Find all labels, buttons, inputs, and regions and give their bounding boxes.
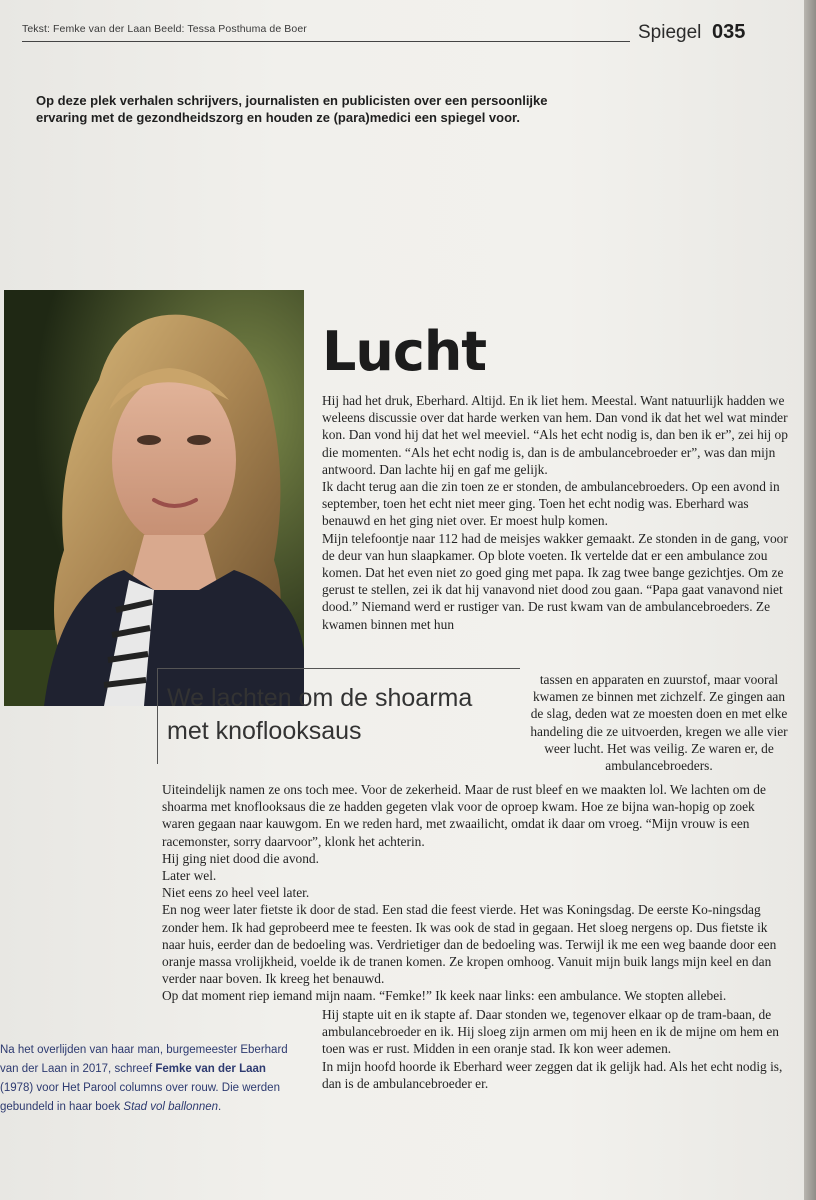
header-credits: Tekst: Femke van der Laan Beeld: Tessa Posthuma de Boer [22, 23, 307, 35]
paragraph: En nog weer later fietste ik door de stad. Een stad die feest vierde. Het was Koningsdag. De eerste Ko-ningsdag zonder hem. Ik had geprobeerd mee te feesten. Ik was ook de stad in gegaan. Het sloeg nergens op. Dus fietste ik naar huis, eerder dan de bedoeling was. Verdrietiger dan de bedoeling was. Terwijl ik me een weg baande door een oranje massa vrolijkheid, voelde ik de tranen komen. Ze kropen omhoog. Vanuit mijn buik langs mijn keel en dan verder naar boven. Ik kreeg het benauwd. [162, 902, 777, 987]
paragraph: tassen en apparaten en zuurstof, maar vooral kwamen ze binnen met zichzelf. Ze gingen aan de slag, deden wat ze moesten doen en met elke handeling die ze uitvoerden, kregen we alle vier weer lucht. Het was veilig. Ze waren er, de ambulancebroeders. [530, 672, 788, 774]
pullquote-rule-horizontal [157, 668, 520, 669]
author-bio [0, 1041, 300, 1117]
header-rule [22, 41, 630, 42]
intro-text: Op deze plek verhalen schrijvers, journalisten en publicisten over een persoonlijke ervaring met de gezondheidszorg en houden ze (para)medici een spiegel voor. [36, 93, 548, 125]
article-column-3 [162, 781, 790, 1005]
bio-text: . [218, 1101, 222, 1113]
paragraph: Op dat moment riep iemand mijn naam. “Femke!” Ik keek naar links: een ambulance. We stopten allebei. [162, 988, 727, 1004]
article-column-4 [322, 1006, 790, 1092]
portrait-illustration [4, 290, 304, 706]
page-number: 035 [712, 21, 746, 43]
article-title: Lucht [322, 320, 487, 383]
paragraph: In mijn hoofd hoorde ik Eberhard weer zeggen dat ik gelijk had. Als het echt nodig is, dan is de ambulancebroeder er. [322, 1058, 783, 1091]
article-column-2 [528, 671, 790, 774]
paragraph: Mijn telefoontje naar 112 had de meisjes wakker gemaakt. Ze stonden in de gang, voor de deur van hun slaapkamer. Op blote voeten. Ik vertelde dat er een ambulance zou komen. Dat het even niet zo goed ging met papa. Ik zag twee bange gezichtjes. Om ze gerust te stellen, zei ik dat hij vanavond niet dood zou gaan. “Papa gaat vanavond niet dood.” Niemand werd er rustiger van. De rust kwam van de ambulancebroeders. Ze kwamen binnen met hun [322, 530, 788, 632]
paragraph: Niet eens zo heel veel later. [162, 885, 310, 901]
article-column-1 [322, 392, 790, 633]
bio-text: Na het overlijden van haar man, burgemeester Eberhard van der Laan in 2017, schreef [0, 1044, 288, 1075]
bio-author-name: Femke van der Laan [155, 1063, 266, 1075]
paragraph: Hij stapte uit en ik stapte af. Daar stonden we, tegenover elkaar op de tram-baan, de ambulancebroeder en ik. Hij sloeg zijn armen om mij heen en ik de mijne om hem en toen was er rust. Midden in een oranje stad. Ik kon weer ademen. [322, 1007, 780, 1057]
author-photo [4, 290, 304, 706]
page-edge [804, 0, 816, 1200]
paragraph: Uiteindelijk namen ze ons toch mee. Voor de zekerheid. Maar de rust bleef en we maakten lol. We lachten om de shoarma met knoflooksaus die ze hadden gegeten vlak voor de oproep kwam. Hoe ze bijna wan-hopig op zoek waren gegaan naar kauwgom. En we reden hard, met zwaailicht, omdat ik daar om vroeg. “Mijn vrouw is een racemonster, sorry daarvoor”, klonk het achterin. [162, 782, 766, 849]
paragraph: Later wel. [162, 868, 217, 884]
bio-book-title: Stad vol ballonnen [123, 1101, 219, 1113]
paragraph: Hij ging niet dood die avond. [162, 850, 319, 866]
bio-text: (1978) voor Het Parool columns over rouw. Die werden gebundeld in haar boek [0, 1082, 280, 1113]
section-label: Spiegel [638, 22, 702, 43]
pullquote-rule-vertical [157, 668, 158, 764]
paragraph: Hij had het druk, Eberhard. Altijd. En ik liet hem. Meestal. Want natuurlijk hadden we weleens discussie over dat harde werken van hem. Dan vond ik dat het wel wat minder kon. Dan vond hij dat het wel meeviel. “Als het echt nodig is, dan ben ik er”, zei hij op die momenten. “Als het echt nodig is, dan is de ambulancebroeder er”, was dan mijn antwoord. Dan lachte hij en gaf me gelijk. [322, 393, 788, 477]
paragraph: Ik dacht terug aan die zin toen ze er stonden, de ambulancebroeders. Op een avond in september, toen het echt niet meer ging. Toen het echt nodig was. Eberhard was benauwd en het ging niet over. Er moest hulp komen. [322, 479, 780, 529]
pullquote: We lachten om de shoarma met knoflooksaus [167, 684, 473, 745]
